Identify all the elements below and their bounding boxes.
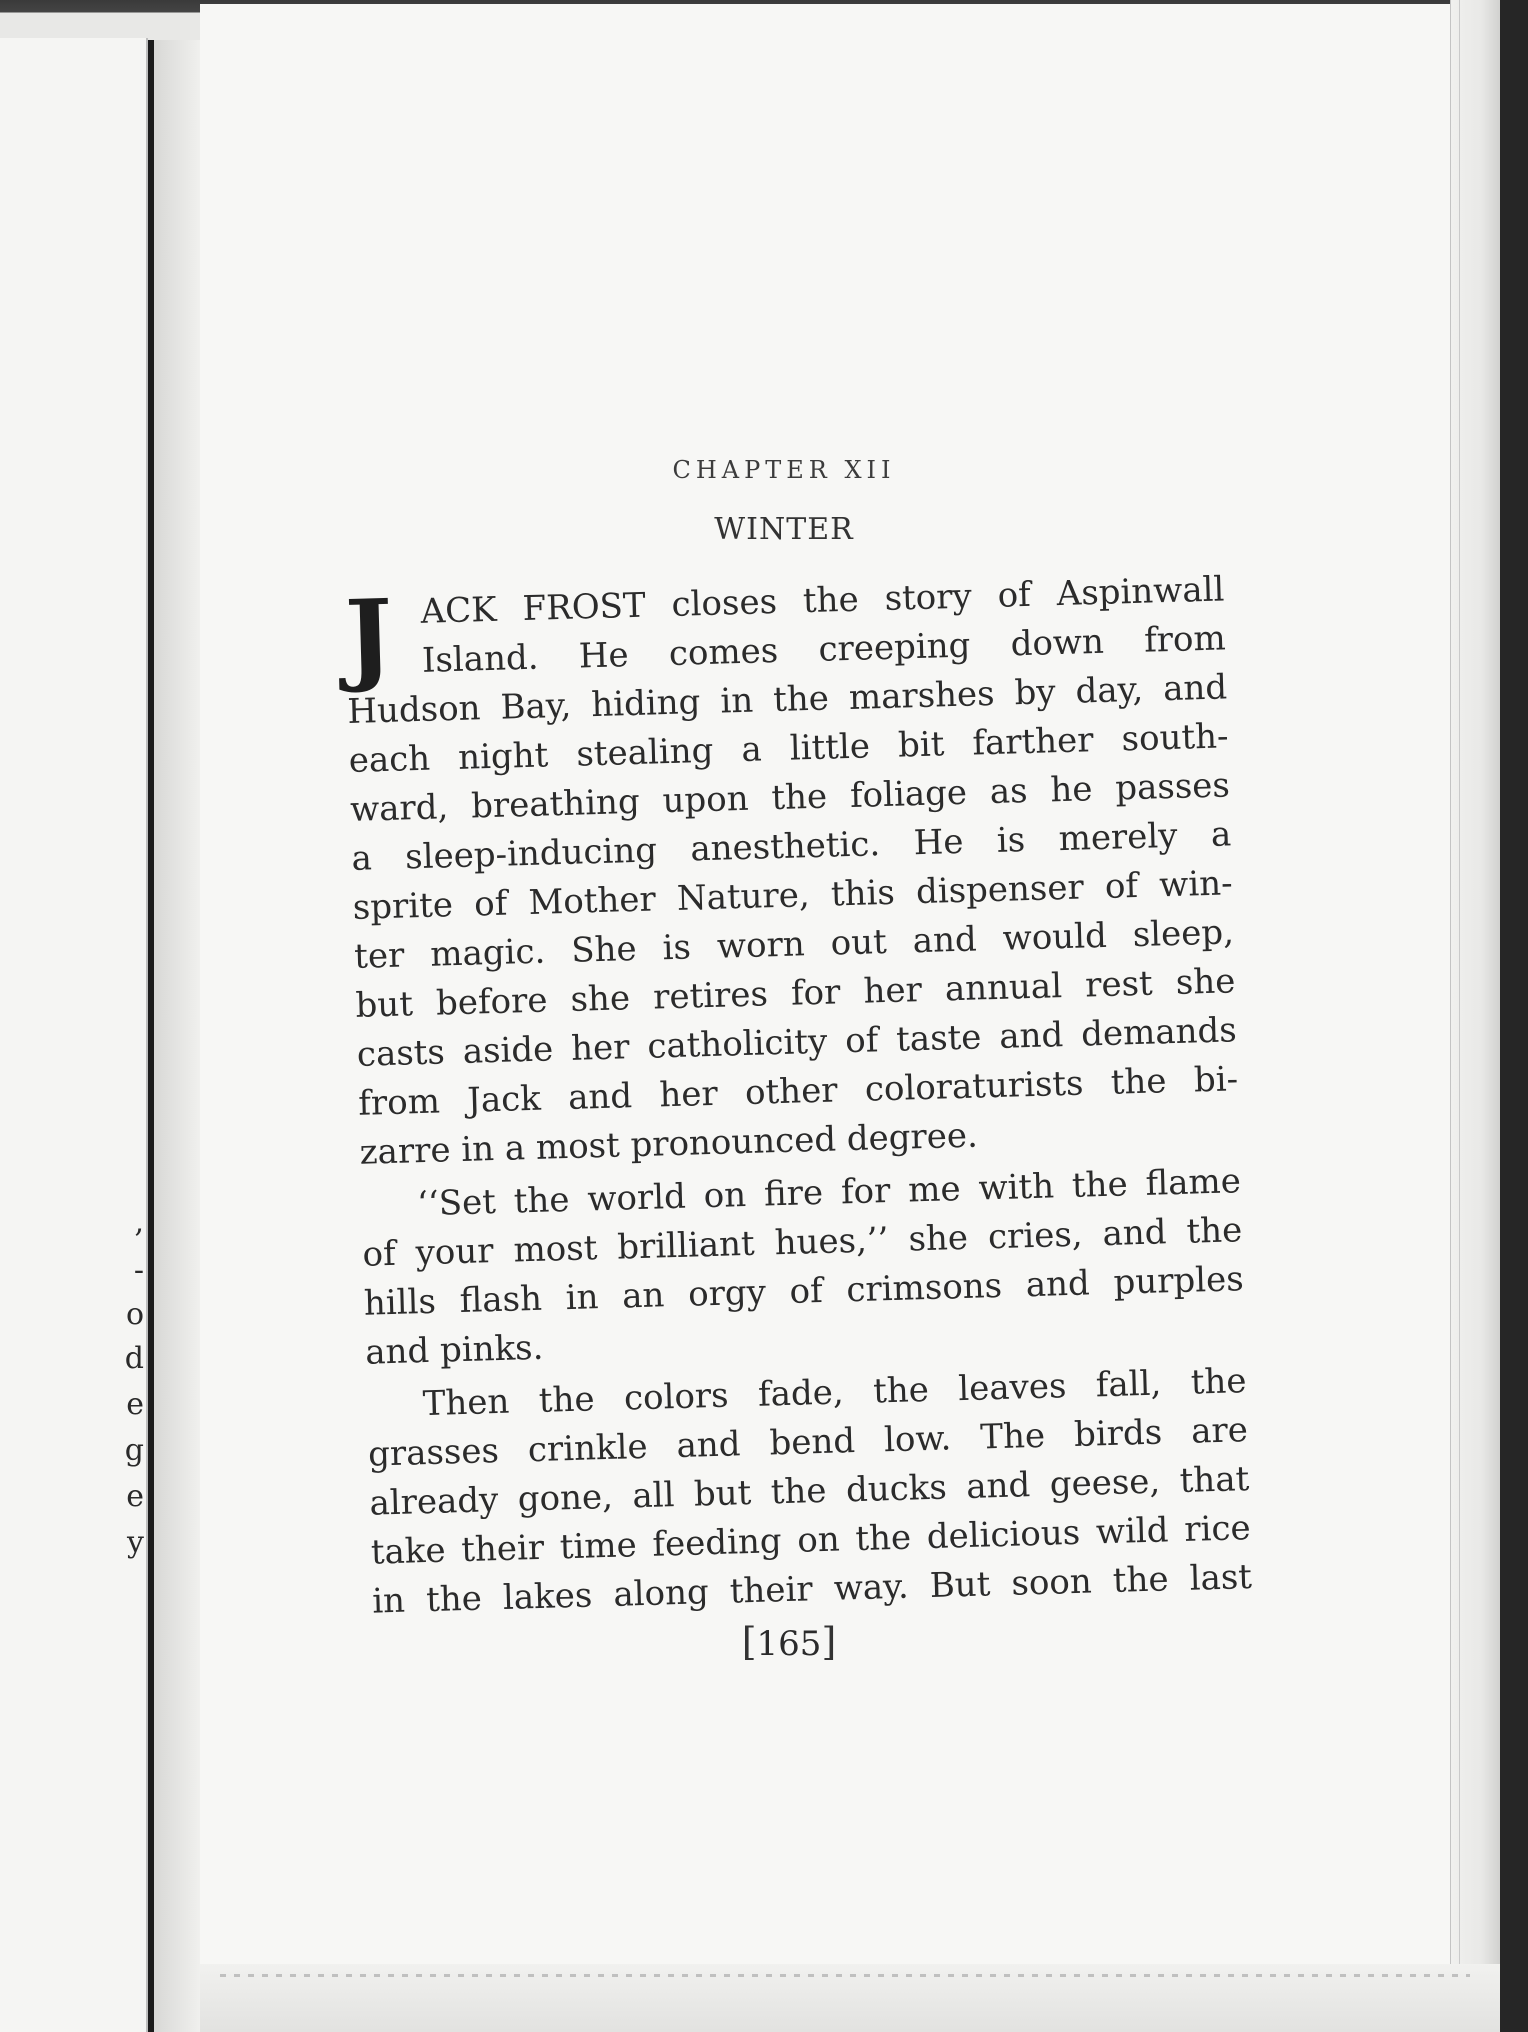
text-line: Then the colors fade, the leaves fall, the: [422, 1361, 1247, 1425]
text-line: from Jack and her other coloraturists the bi-: [357, 1059, 1239, 1124]
edge-char: d: [124, 1341, 144, 1376]
text-line: and pinks.: [364, 1327, 544, 1373]
page-number-close-bracket: ]: [821, 1620, 837, 1664]
chapter-label: CHAPTER XII: [672, 456, 896, 484]
edge-char: o: [125, 1297, 144, 1332]
previous-page-edge: [0, 38, 148, 2032]
edge-char: e: [126, 1479, 144, 1514]
text-line: a sleep-inducing anesthetic. He is merely a: [350, 814, 1232, 879]
first-line-text: ACK FROST closes the story of Aspinwall: [420, 569, 1225, 632]
text-line: ‘‘Set the world on fire for me with the flame: [416, 1161, 1242, 1225]
text-line: Island. He comes creeping down from: [421, 618, 1227, 681]
edge-char: ,: [134, 1205, 144, 1240]
page-stack-edge: [1450, 0, 1501, 2032]
page-bottom-edge: [200, 1964, 1500, 2032]
paragraph: [366, 1357, 1252, 1626]
page-number-value: 165: [756, 1624, 822, 1664]
text-line: zarre in a most pronounced degree.: [359, 1115, 979, 1173]
text-line: each night stealing a little bit farther south-: [348, 716, 1229, 781]
text-line: take their time feeding on the delicious wild rice: [370, 1508, 1252, 1573]
page-number: [0, 1620, 1528, 1664]
text-line: in the lakes along their way. But soon the last: [371, 1557, 1253, 1622]
drop-cap: J: [343, 576, 395, 696]
chapter-title: WINTER: [714, 512, 854, 547]
text-line: ward, breathing upon the foliage as he passes: [349, 765, 1231, 830]
edge-char: g: [124, 1433, 144, 1468]
text-line: ter magic. She is worn out and would sleep,: [353, 912, 1235, 977]
text-line: hills flash in an orgy of crimsons and purples: [363, 1259, 1245, 1324]
body-text: [344, 565, 1253, 1626]
text-line: already gone, all but the ducks and geese, that: [368, 1459, 1250, 1524]
paragraph: [361, 1157, 1246, 1377]
text-line: Hudson Bay, hiding in the marshes by day, and: [346, 667, 1228, 732]
paragraph: [344, 565, 1240, 1177]
text-line: grasses crinkle and bend low. The birds are: [367, 1410, 1249, 1475]
page-number-open-bracket: [: [741, 1620, 757, 1664]
edge-char: y: [127, 1525, 144, 1560]
text-line: but before she retires for her annual rest she: [355, 961, 1236, 1026]
scan-border-right: [1500, 0, 1528, 2032]
text-line: of your most brilliant hues,’’ she cries, and the: [362, 1210, 1243, 1275]
edge-char: e: [126, 1387, 144, 1422]
edge-char: -: [133, 1253, 144, 1288]
text-line: casts aside her catholicity of taste and demands: [356, 1010, 1238, 1075]
text-line: sprite of Mother Nature, this dispenser of win-: [352, 863, 1234, 928]
gutter-shadow: [154, 40, 204, 2032]
